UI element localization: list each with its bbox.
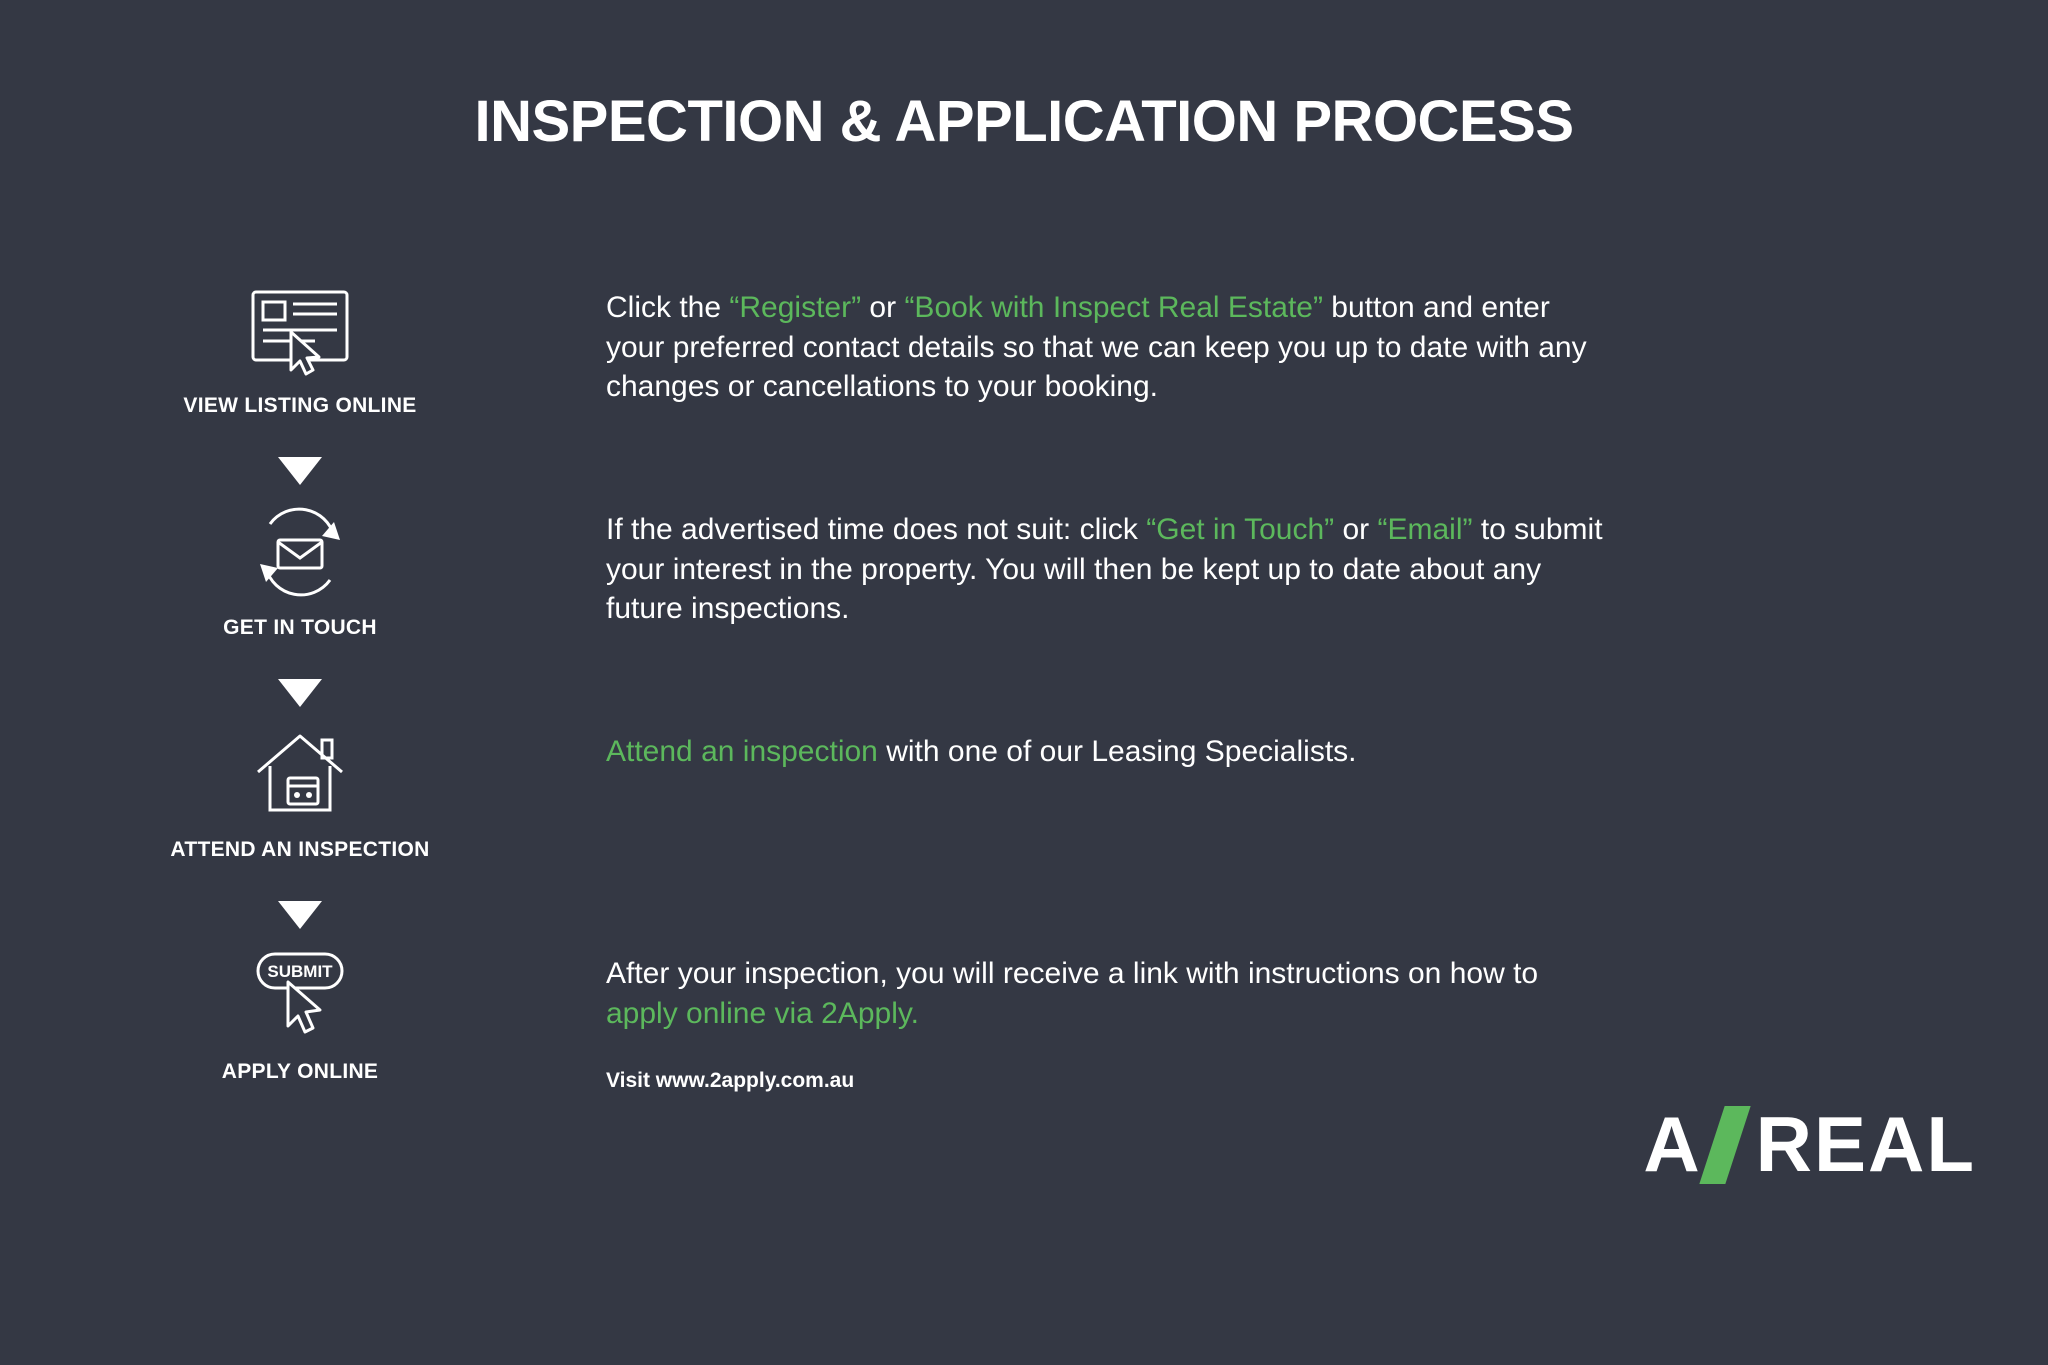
step-1-label: VIEW LISTING ONLINE (183, 394, 417, 417)
down-arrow-icon (278, 901, 322, 929)
step-1-icon-column (0, 280, 600, 418)
step-1-text-part-3: “Book with Inspect Real Estate” (904, 291, 1323, 324)
step-1-text-part-1: “Register” (729, 291, 862, 324)
logo-word-real: REAL (1755, 1100, 1976, 1188)
step-1-text-part-0: Click the (606, 291, 730, 324)
step-3-label: ATTEND AN INSPECTION (170, 838, 430, 861)
company-logo (1643, 1099, 1976, 1190)
email-refresh-icon (240, 502, 360, 602)
logo-slash-icon (1699, 1106, 1750, 1184)
step-2-text-part-2: or (1334, 513, 1378, 546)
down-arrow-icon (278, 457, 322, 485)
arrow-3 (0, 884, 600, 946)
svg-text:SUBMIT: SUBMIT (267, 962, 333, 981)
listing-cursor-icon (240, 280, 360, 380)
step-2-text-part-4: to submit your interest in the property. You will then be kept up to date about any future inspections. (606, 513, 1603, 626)
process-steps (0, 280, 2048, 1126)
page-title: INSPECTION & APPLICATION PROCESS (474, 89, 1574, 154)
step-2-text (600, 502, 1736, 629)
step-2-text-part-0: If the advertised time does not suit: click (606, 513, 1147, 546)
step-2-icon-column (0, 502, 600, 640)
step-4-icon-column (0, 946, 600, 1084)
step-attend-an-inspection (0, 724, 2048, 884)
step-4-text-part-0: After your inspection, you will receive a link with instructions on how to (606, 957, 1539, 990)
step-2-label: GET IN TOUCH (223, 616, 377, 639)
step-3-text (600, 724, 1736, 772)
step-get-in-touch (0, 502, 2048, 662)
visit-url: Visit www.2apply.com.au (606, 1069, 855, 1093)
step-4-label: APPLY ONLINE (221, 1060, 379, 1083)
submit-button-cursor-icon (240, 946, 360, 1046)
house-calendar-icon (240, 724, 360, 824)
step-view-listing-online (0, 280, 2048, 440)
arrow-1 (0, 440, 600, 502)
down-arrow-icon (278, 679, 322, 707)
step-3-icon-column (0, 724, 600, 862)
step-1-text (600, 280, 1736, 407)
arrow-2 (0, 662, 600, 724)
step-3-text-part-0: Attend an inspection (606, 735, 878, 768)
logo-letter-a: A (1643, 1100, 1702, 1188)
step-2-text-part-3: “Email” (1377, 513, 1473, 546)
step-2-text-part-1: “Get in Touch” (1146, 513, 1335, 546)
step-1-text-part-4: button and enter your preferred contact details so that we can keep you up to date with any changes or cancellations to your booking. (606, 291, 1587, 404)
step-4-text (600, 946, 1736, 1095)
step-4-text-part-1: apply online via 2Apply. (606, 996, 919, 1030)
step-3-text-part-1: with one of our Leasing Specialists. (877, 735, 1357, 768)
step-1-text-part-2: or (861, 291, 905, 324)
